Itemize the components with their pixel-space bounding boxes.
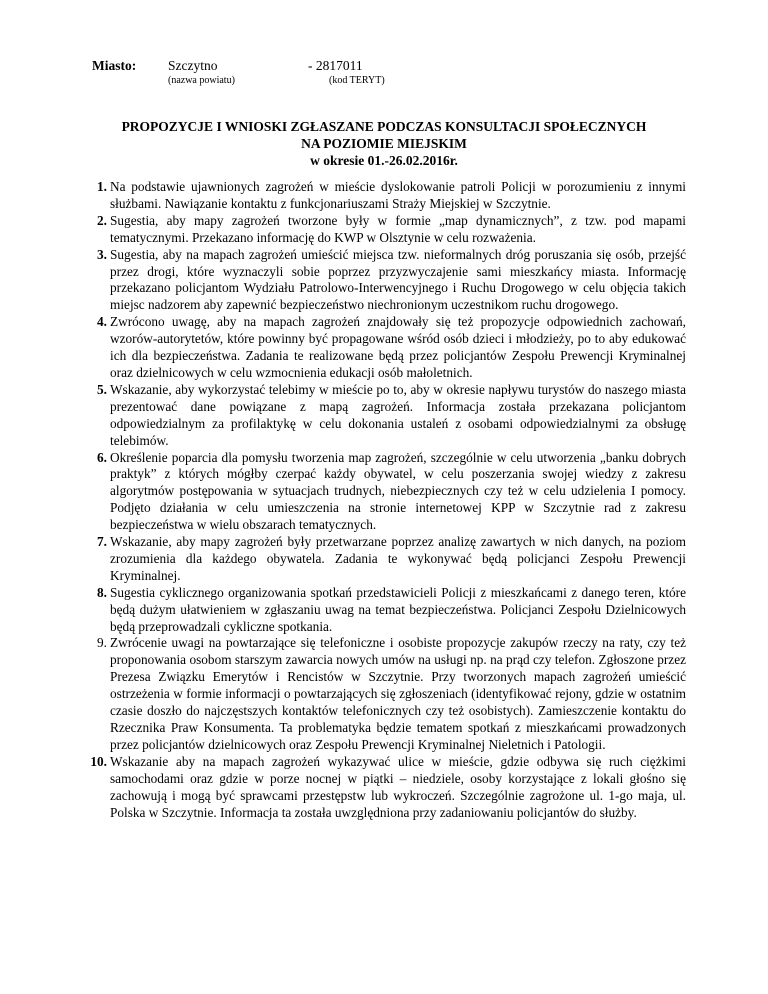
item-number: 2.: [97, 212, 107, 228]
list-item: [97, 381, 686, 450]
item-text: Sugestia, aby na mapach zagrożeń umieścić miejsca tzw. nieformalnych dróg poruszania się osób, przejść przez drogi, które wyznaczyli sobie poprzez przyzwyczajenie sami mieszkańcy miasta. Informację przekazano policjantom Wydziału Patrolowo-Interwencyjnego i Ruchu Drogowego w celu objęcia takich miejsc nadzorem aby zapewnić bezpieczeństwo niechronionym uczestnikom ruchu drogowego.: [110, 246, 686, 313]
title-line-2: NA POZIOMIE MIEJSKIM: [301, 136, 467, 151]
list-item: [97, 179, 686, 213]
item-text: Na podstawie ujawnionych zagrożeń w mieście dyslokowanie patroli Policji w porozumieniu z innymi służbami. Nawiązanie kontaktu z funkcjonariuszami Straży Miejskiej w Szczytnie.: [110, 179, 686, 211]
item-number: 7.: [97, 534, 107, 550]
item-text: Sugestia, aby mapy zagrożeń tworzone były w formie „map dynamicznych”, z tzw. pod mapami tematycznymi. Przekazano informację do KWP w Olsztynie w celu rozważenia.: [110, 212, 686, 245]
document-title: [60, 118, 708, 169]
item-number: 10.: [90, 753, 107, 769]
item-text: Wskazanie, aby mapy zagrożeń były przetwarzane poprzez analizę zawartych w nich danych, na poziom zrozumienia dla każdego obywatela. Zadania te wykonywać będą policjanci Zespołu Prewencji Kryminalnej.: [110, 534, 686, 583]
item-number: 4.: [97, 314, 107, 330]
county-caption: (nazwa powiatu): [168, 75, 235, 86]
list-item: [97, 212, 686, 247]
list-item: [90, 753, 686, 822]
header: [92, 58, 712, 90]
county-value: Szczytno: [168, 58, 218, 73]
list-item: [97, 635, 686, 753]
title-date-range: w okresie 01.-26.02.2016r.: [310, 153, 458, 168]
list-item: [97, 314, 686, 382]
city-label: Miasto:: [92, 58, 137, 73]
teryt-caption: (kod TERYT): [329, 75, 385, 86]
list-item: [97, 534, 686, 585]
item-text: Zwrócenie uwagi na powtarzające się telefoniczne i osobiste propozycje zakupów rzeczy na raty, czy też proponowania osobom starszym zawarcia nowych umów na usługi np. na prąd czy telefon. Zgłoszone przez Prezesa Związku Emerytów i Rencistów w Szczytnie. Przy tworzonych mapach zagrożeń umieścić ostrzeżenia w formie informacji o powtarzających się zgłoszeniach (identyfikować rejony, gdzie w ostatnim czasie doszło do najczęstszych kontaktów telefonicznych czy też osobistych). Zamieszczenie kontaktu do Rzecznika Praw Konsumenta. Ta problematyka będzie tematem spotkań z mieszkańcami prowadzonych przez policjantów dzielnicowych oraz Zespołu Prewencji Kryminalnej Nieletnich i Patologii.: [110, 635, 686, 752]
proposals-list: [90, 179, 686, 821]
item-number: 5.: [97, 381, 107, 397]
item-number: 8.: [97, 584, 107, 600]
item-number: 1.: [97, 179, 107, 194]
teryt-value: - 2817011: [308, 58, 363, 73]
list-item: [97, 449, 686, 535]
item-text: Wskazanie aby na mapach zagrożeń wykazywać ulice w mieście, gdzie odbywa się ruch ciężkimi samochodami oraz gdzie w porze nocnej w piątki – niedziele, osoby korzystające z lokali głośno się zachowują i mogą być sprawcami przestępstw lub wykroczeń. Szczególnie zagrożone ul. 1-go maja, ul. Polska w Szczytnie. Informacja ta została uwzględniona przy zadaniowaniu policjantów do służby.: [110, 753, 686, 820]
item-text: Określenie poparcia dla pomysłu tworzenia map zagrożeń, szczególnie w celu utworzenia „banku dobrych praktyk” z których mógłby czerpać każdy obywatel, w celu poszerzania swojej wiedzy z zakresu algorytmów postępowania w sytuacjach trudnych, niebezpiecznych czy też w celu udzielenia I pomocy. Podjęto działania w celu umieszczenia na stronie internetowej KPP w Szczytnie rad z zakresu bezpieczeństwa w wielu obszarach tematycznych.: [110, 449, 686, 533]
item-text: Wskazanie, aby wykorzystać telebimy w mieście po to, aby w okresie napływu turystów do naszego miasta prezentować dane powiązane z mapą zagrożeń. Informacja została przekazana policjantom odpowiedzialnym za profilaktykę w celu dokonania ustaleń z osobami odpowiedzialnymi za obsługę telebimów.: [110, 381, 686, 448]
title-line-1: PROPOZYCJE I WNIOSKI ZGŁASZANE PODCZAS KONSULTACJI SPOŁECZNYCH: [121, 119, 647, 134]
item-number: 3.: [97, 246, 107, 262]
item-number: 9.: [97, 635, 107, 651]
list-item: [97, 584, 686, 636]
item-number: 6.: [97, 449, 107, 465]
item-text: Sugestia cyklicznego organizowania spotkań przedstawicieli Policji z mieszkańcami z danego teren, które będą dużym ułatwieniem w zgłaszaniu uwag na temat bezpieczeństwa. Policjanci Zespołu Dzielnicowych będą przeprowadzali cykliczne spotkania.: [110, 584, 686, 634]
list-item: [97, 246, 686, 315]
item-text: Zwrócono uwagę, aby na mapach zagrożeń znajdowały się też propozycje odpowiednich zachowań, wzorów-autorytetów, które powinny być propagowane wśród osób dzieci i młodzieży, po to aby edukować ich dla bezpieczeństwa. Zadania te realizowane będą przez policjantów Zespołu Prewencji Kryminalnej oraz dzielnicowych w celu wzmocnienia edukacji osób małoletnich.: [110, 314, 686, 380]
